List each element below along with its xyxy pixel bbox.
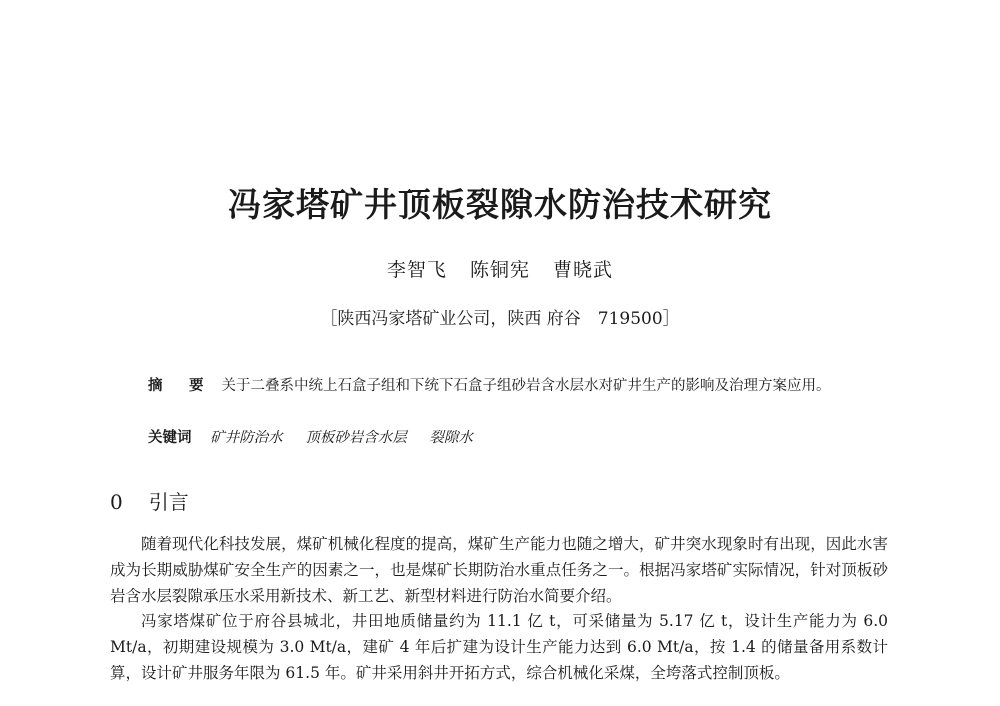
abstract-text: 关于二叠系中统上石盒子组和下统下石盒子组砂岩含水层水对矿井生产的影响及治理方案应用。	[221, 378, 831, 394]
section-number: 0	[110, 490, 123, 514]
body-text	[110, 532, 888, 687]
keywords-label: 关键词	[148, 430, 192, 446]
abstract-label: 摘 要	[148, 378, 210, 394]
section-heading	[110, 488, 189, 516]
paragraph: 冯家塔煤矿位于府谷县城北，井田地质储量约为 11.1 亿 t，可采储量为 5.17 亿 t，设计生产能力为 6.0 Mt/a，初期建设规模为 3.0 Mt/a，建矿 4 年后扩建为设计生产能力达到 6.0 Mt/a，按 1.4 的储量备用系数计算，设计矿井服务年限为 61.5 年。矿井采用斜井开拓方式，综合机械化采煤，全垮落式控制顶板。	[110, 612, 888, 682]
author-name: 陈铜宪	[469, 259, 530, 281]
author-list	[0, 257, 1000, 283]
paper-title: 冯家塔矿井顶板裂隙水防治技术研究	[228, 185, 772, 224]
author-name: 曹晓武	[553, 259, 614, 281]
keyword: 矿井防治水	[210, 430, 283, 446]
abstract	[148, 374, 868, 399]
keywords	[148, 426, 868, 450]
section-title: 引言	[148, 490, 189, 514]
author-name: 李智飞	[386, 259, 447, 281]
keyword: 裂隙水	[429, 430, 473, 446]
author-affiliation: ［陕西冯家塔矿业公司，陕西 府谷 719500］	[320, 309, 680, 329]
keyword: 顶板砂岩含水层	[305, 430, 407, 446]
paragraph: 随着现代化科技发展，煤矿机械化程度的提高，煤矿生产能力也随之增大，矿井突水现象时有出现，因此水害成为长期威胁煤矿安全生产的因素之一，也是煤矿长期防治水重点任务之一。根据冯家塔矿实际情况，针对顶板砂岩含水层裂隙承压水采用新技术、新工艺、新型材料进行防治水简要介绍。	[110, 535, 888, 605]
